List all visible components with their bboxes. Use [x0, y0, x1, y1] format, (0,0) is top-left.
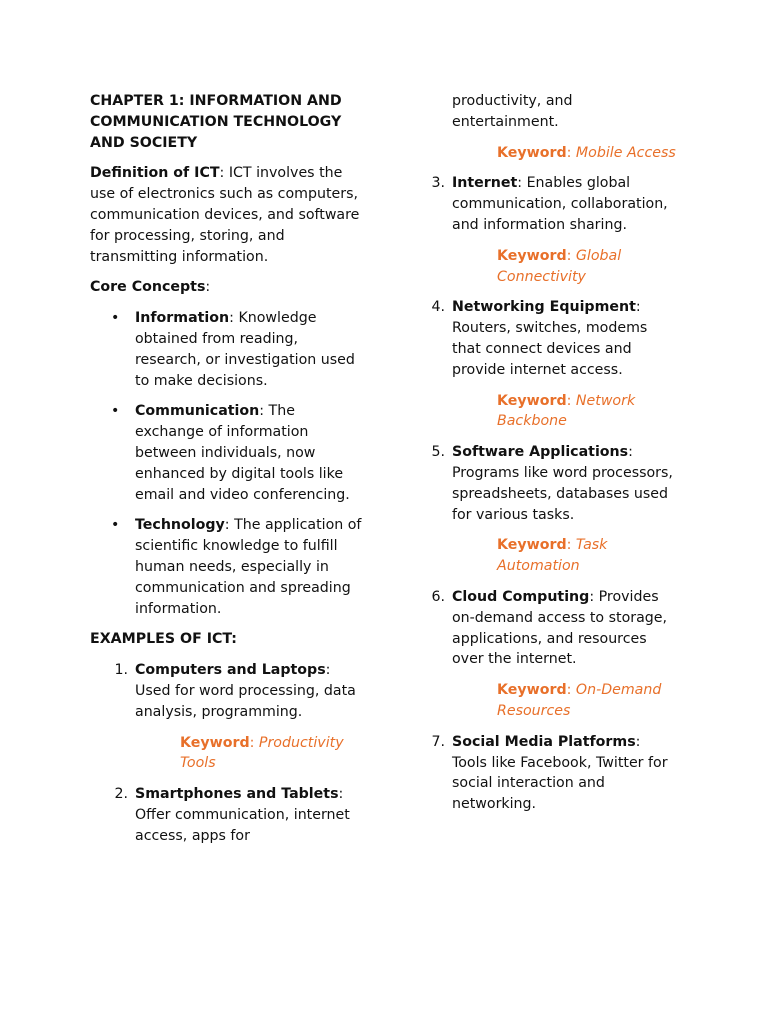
- example-text-continued: productivity, and entertainment.: [452, 93, 573, 130]
- concept-term: Information: [135, 310, 230, 327]
- keyword-line: [452, 535, 679, 577]
- example-text: : Tools like Facebook, Twitter for social interaction and networking.: [452, 733, 668, 813]
- list-item-continued: [407, 91, 679, 163]
- definition-paragraph: [90, 163, 362, 267]
- concept-term: Communication: [135, 403, 260, 420]
- example-term: Smartphones and Tablets: [135, 786, 339, 803]
- examples-list: [90, 660, 362, 846]
- example-term: Computers and Laptops: [135, 662, 326, 679]
- example-term: Networking Equipment: [452, 299, 636, 316]
- list-item: [407, 442, 679, 577]
- keyword-sep: :: [566, 144, 576, 161]
- list-item: [90, 784, 362, 846]
- concept-text: : Knowledge obtained from reading, research, or investigation used to make decisions.: [135, 310, 355, 389]
- keyword-sep: :: [566, 392, 576, 409]
- core-concepts-list: [90, 308, 362, 619]
- example-text: : Offer communication, internet access, apps for: [135, 786, 350, 844]
- keyword-label: Keyword: [497, 682, 567, 699]
- keyword-value: On-Demand Resources: [497, 682, 662, 719]
- keyword-line: [407, 143, 679, 164]
- example-text: : Enables global communication, collaboration, and information sharing.: [452, 175, 668, 233]
- concept-term: Technology: [135, 517, 225, 534]
- item-number: 3.: [431, 175, 445, 192]
- list-item: [90, 660, 362, 774]
- item-number: 5.: [431, 444, 445, 461]
- keyword-label: Keyword: [180, 734, 250, 751]
- core-concepts-label: Core Concepts: [90, 279, 206, 296]
- keyword-value: Global Connectivity: [497, 247, 622, 285]
- keyword-line: [135, 733, 362, 775]
- example-text: : Routers, switches, modems that connect devices and provide internet access.: [452, 299, 648, 378]
- list-item: [407, 173, 679, 287]
- keyword-label: Keyword: [497, 537, 567, 554]
- item-number: 1.: [114, 662, 128, 679]
- right-column: [407, 91, 679, 825]
- list-item: [90, 308, 362, 391]
- keyword-label: Keyword: [497, 144, 567, 161]
- example-term: Software Applications: [452, 444, 629, 461]
- list-item: [90, 401, 362, 505]
- keyword-label: Keyword: [497, 392, 567, 409]
- keyword-sep: :: [566, 682, 576, 699]
- item-number: 4.: [431, 299, 445, 316]
- keyword-value: Network Backbone: [497, 392, 636, 430]
- item-number: 7.: [431, 733, 445, 750]
- concept-text: : The application of scientific knowledge to fulfill human needs, especially in communication and spreading information.: [135, 517, 362, 617]
- keyword-sep: :: [249, 734, 259, 751]
- examples-list-continued: [407, 91, 679, 815]
- chapter-title: CHAPTER 1: INFORMATION AND COMMUNICATION TECHNOLOGY AND SOCIETY: [90, 93, 342, 151]
- keyword-sep: :: [566, 247, 576, 264]
- list-item: [407, 587, 679, 722]
- list-item: [90, 515, 362, 619]
- keyword-line: [452, 391, 679, 433]
- examples-heading: EXAMPLES OF ICT:: [90, 631, 237, 648]
- example-term: Social Media Platforms: [452, 733, 636, 750]
- keyword-value: Task Automation: [497, 537, 608, 575]
- definition-text: : ICT involves the use of electronics such as computers, communication devices, and software for processing, storing, and transmitting information.: [90, 165, 360, 265]
- core-concepts-colon: :: [205, 279, 211, 296]
- keyword-sep: :: [566, 537, 576, 554]
- example-text: : Programs like word processors, spreadsheets, databases used for various tasks.: [452, 444, 673, 523]
- core-concepts-heading: [90, 277, 362, 298]
- example-term: Internet: [452, 175, 518, 192]
- list-item: [407, 297, 679, 432]
- keyword-line: [452, 246, 679, 288]
- example-text: : Provides on-demand access to storage, applications, and resources over the internet.: [452, 588, 668, 668]
- item-number: 6.: [431, 588, 445, 605]
- keyword-label: Keyword: [497, 247, 567, 264]
- bullet-icon: •: [111, 517, 120, 534]
- keyword-line: [452, 680, 679, 722]
- concept-text: : The exchange of information between individuals, now enhanced by digital tools like email and video conferencing.: [135, 403, 350, 503]
- example-term: Cloud Computing: [452, 588, 590, 605]
- definition-term: Definition of ICT: [90, 165, 220, 182]
- list-item: [407, 732, 679, 815]
- example-text: : Used for word processing, data analysis, programming.: [135, 662, 356, 720]
- left-column: [90, 91, 362, 857]
- bullet-icon: •: [111, 310, 120, 327]
- bullet-icon: •: [111, 403, 120, 420]
- item-number: 2.: [114, 786, 128, 803]
- keyword-value: Mobile Access: [575, 144, 676, 161]
- keyword-value: Productivity Tools: [180, 734, 344, 772]
